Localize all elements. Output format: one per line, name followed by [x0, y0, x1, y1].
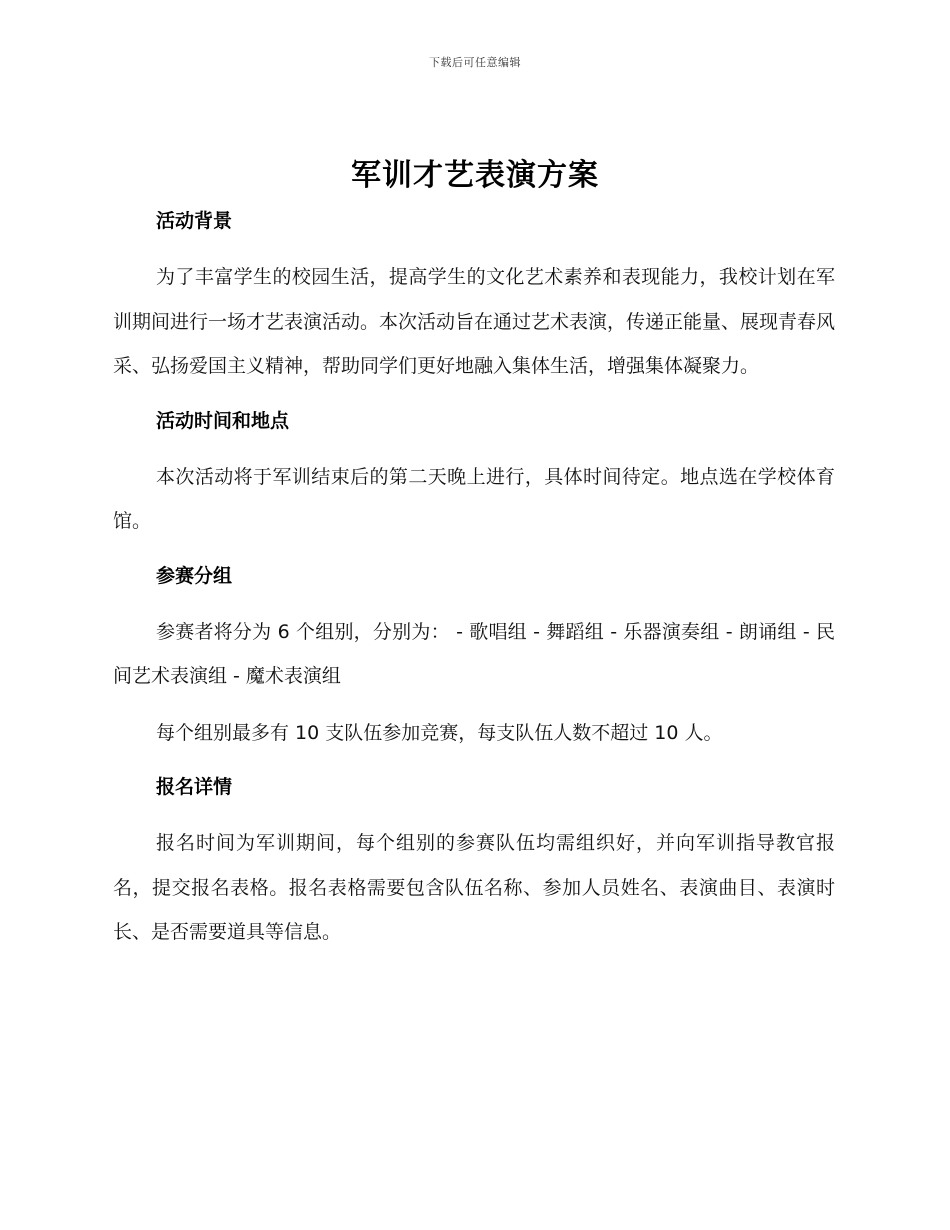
paragraph: 每个组别最多有 10 支队伍参加竞赛，每支队伍人数不超过 10 人。: [156, 721, 723, 744]
paragraph: 本次活动将于军训结束后的第二天晚上进行，具体时间待定。地点选在学校体育馆。: [113, 465, 835, 532]
section-groups: [113, 560, 835, 772]
section-background: [113, 205, 835, 405]
section-heading: 参赛分组: [156, 564, 233, 587]
paragraph: 报名时间为军训期间，每个组别的参赛队伍均需组织好，并向军训指导教官报名，提交报名表格。报名表格需要包含队伍名称、参加人员姓名、表演曲目、表演时长、是否需要道具等信息。: [113, 832, 835, 943]
section-time-location: [113, 405, 835, 560]
document-title: 军训才艺表演方案: [351, 158, 599, 193]
paragraph: 参赛者将分为 6 个组别，分别为： - 歌唱组 - 舞蹈组 - 乐器演奏组 - 朗诵组 - 民间艺术表演组 - 魔术表演组: [113, 620, 835, 687]
header-note: 下载后可任意编辑: [429, 56, 521, 69]
section-heading: 报名详情: [156, 776, 233, 798]
section-heading: 活动时间和地点: [156, 409, 290, 432]
section-heading: 活动背景: [156, 210, 233, 232]
document-body: [113, 205, 835, 955]
section-registration: [113, 771, 835, 955]
paragraph: 为了丰富学生的校园生活，提高学生的文化艺术素养和表现能力，我校计划在军训期间进行一场才艺表演活动。本次活动旨在通过艺术表演，传递正能量、展现青春风采、弘扬爱国主义精神，帮助同学们更好地融入集体生活，增强集体凝聚力。: [113, 266, 836, 377]
